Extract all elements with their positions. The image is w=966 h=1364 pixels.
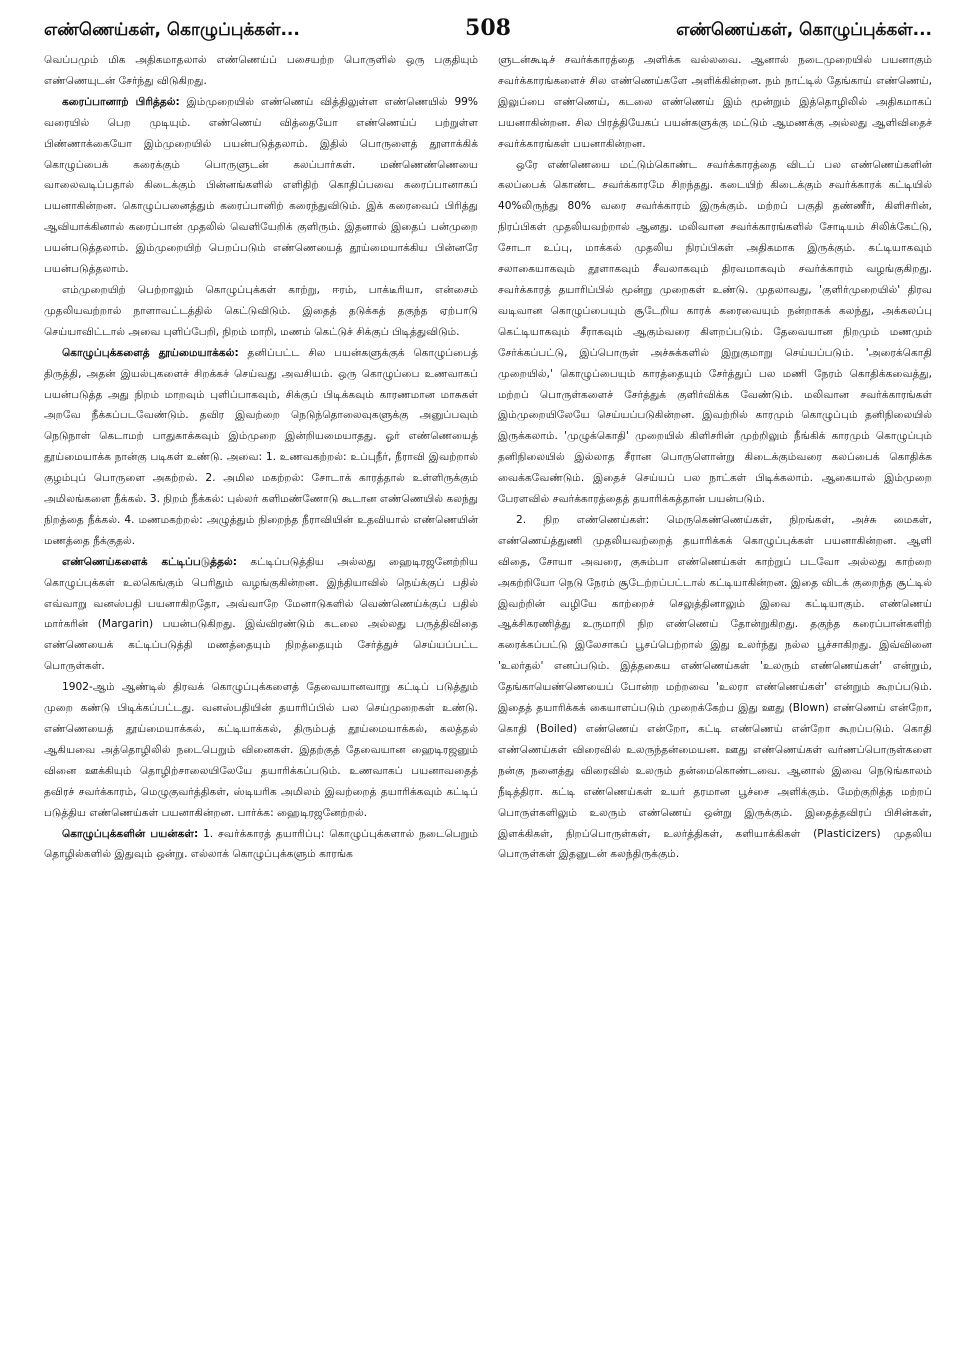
paragraph	[498, 50, 932, 155]
paragraph-text: 2. நிற எண்ணெய்கள்: மெருகெண்ணெய்கள், நிறங்கள், அச்சு மைகள், எண்ணெய்த்துணி முதலியவற்றைத் தயாரிக்கக் கொழுப்புக்கள் பயனாகின்றன. ஆளி விதை, சோயா அவரை, குசும்பா எண்ணெய்கள் காற்றுப் படவோ அல்லது காற்றை அகற்றியோ நெடு நேரம் சூடேற்றப்பட்டால் கட்டியாகின்றன. இதை விடக் குறைந்த சூட்டில் இவற்றின் வழியே காற்றைச் செலுத்தினாலும் இவை கட்டியாகும். எண்ணெய் ஆக்சிகரணித்து உருமாறி நிற எண்ணெய் தோன்றுகிறது. தகுந்த கரைப்பான்களிற் கரைக்கப்பட்டு இலேசாகப் பூசப்பெற்றால் இது உலர்ந்து நல்ல பூச்சாகிறது. இவ்வினை 'உலர்தல்' எனப்படும். இத்தகைய எண்ணெய்கள் 'உலரும் எண்ணெய்கள்' என்றும், தேங்காயெண்ணெயைப் போன்ற மற்றவை 'உலரா எண்ணெய்கள்' என்றும் கூறப்படும். இதைத் தயாரிக்கக் கையாளப்படும் முறைக்கேற்ப இது ஊது (Blown) எண்ணெய் என்றோ, கொதி (Boiled) எண்ணெய் என்றோ, கட்டி எண்ணெய் என்றோ கூறப்படும். கொதி எண்ணெய்கள் விரைவில் உலருந்தன்மையன. ஊது எண்ணெய்கள் வர்ணப்பொருள்களை நன்கு நனைத்து விரைவில் உலரும் தன்மைகொண்டவை. ஆனால் இவை நெடுங்காலம் நீடித்திரா. கட்டி எண்ணெய்கள் உயர் தரமான பூச்சை அளிக்கும். மேற்குறித்த மற்றப் பொருள்களிலும் உலரும் எண்ணெய் ஒன்று இருக்கும். இதைத்தவிரப் பிசின்கள், இளக்கிகள், நிறப்பொருள்கள், உலர்த்திகள், களியாக்கிகள் (Plasticizers) முதலிய பொருள்கள் இதனுடன் கலந்திருக்கும்.	[498, 513, 932, 861]
paragraph-text: இம்முறையில் எண்ணெய் வித்திலுள்ள எண்ணெயில் 99% வரையில் பெற முடியும். எண்ணெய் வித்தையோ எண்ணெய்ப் பற்றுள்ள பிண்ணாக்கையோ இம்முறையில் பயன்படுத்தலாம். இதில் பொருளைத் தூளாக்கிக் கொழுப்பைக் கரைக்கும் பொருளுடன் கலப்பார்கள். மண்ணெண்ணெயை வாலைவடிப்பதால் கிடைக்கும் பின்னங்களில் எளிதிற் கொதிப்பவை கரைப்பானாகப் பயனாகின்றன. கொழுப்பனைத்தும் கரைப்பானிற் கரைந்துவிடும். இக் கரைவைப் பிரித்து ஆவியாக்கினால் கரைப்பான் முதலில் வெளியேறிக் குளிரும். இதனால் இதைப் பன்முறை பயன்படுத்தலாம். இம்முறையிற் பெறப்படும் எண்ணெயைத் தூய்மையாக்கிய பின்னரே பயன்படுத்தலாம்.	[44, 95, 478, 276]
paragraph	[44, 92, 478, 280]
paragraph	[44, 50, 478, 92]
paragraph-text: 1. சவர்க்காரத் தயாரிப்பு: கொழுப்புக்களால் நடைபெறும் தொழில்களில் இதுவும் ஒன்று. எல்லாக் கொழுப்புக்களும் காரங்க	[44, 827, 478, 861]
header-right-title: எண்ணெய்கள், கொழுப்புக்கள்...	[676, 20, 932, 40]
paragraph	[44, 552, 478, 677]
header-left-title: எண்ணெய்கள், கொழுப்புக்கள்...	[44, 20, 300, 40]
paragraph-text: ஒரே எண்ணெயை மட்டும்கொண்ட சவர்க்காரத்தை விடப் பல எண்ணெய்களின் கலப்பைக் கொண்ட சவர்க்காரமே சிறந்தது. கடையிற் கிடைக்கும் சவர்க்காரக் கட்டியில் 40%லிருந்து 80% வரை சவர்க்காரம் இருக்கும். மற்றப் பகுதி தண்ணீர், கிளிசரின், நிரப்பிகள் முதலியவற்றால் ஆனது. மலிவான சவர்க்காரங்களில் சோடியம் சிலிக்கேட்டு, சோடா உப்பு, மாக்கல் முதலிய நிரப்பிகள் அதிகமாக இருக்கும். கட்டியாகவும் சலாகையாகவும் தூளாகவும் சீவலாகவும் திரவமாகவும் சவர்க்காரம் வழங்குகிறது. சவர்க்காரத் தயாரிப்பில் மூன்று முறைகள் உண்டு. முதலாவது, 'குளிர்முறையில்' திரவ வடிவான கொழுப்பையும் சூடேறிய காரக் கரைவையும் நன்றாகக் கலந்து, அக்கலப்பு கெட்டியாகவும் சீராகவும் ஆகும்வரை கிளறப்படும். தேவையான நிறமும் மணமும் சேர்க்கப்பட்டு, இப்பொருள் அச்சுக்களில் இறுகுமாறு செய்யப்படும். 'அரைக்கொதி முறையில்,' கொழுப்பையும் காரத்தையும் சேர்த்துப் பல மணி நேரம் கொதிக்கவைத்து, மற்றப் பொருள்களைச் சேர்த்துக் குளிர்விக்க வேண்டும். மலிவான சவர்க்காரங்கள் இம்முறையிலேயே செய்யப்படுகின்றன. இவற்றில் காரமும் கொழுப்பும் தனிநிலையில் இருக்கலாம். 'முழுக்கொதி' முறையில் கிளிசரின் முற்றிலும் நீங்கிக் காரமும் கொழுப்பும் தனிநிலையில் இல்லாத சீரான பொருளொன்று கிடைக்கும்வரை கலப்பைக் கொதிக்க வைக்கவேண்டும். இதைச் செய்யப் பல நாட்கள் பிடிக்கலாம். ஆகையால் இம்முறை பேரளவில் சவர்க்காரத்தைத் தயாரிக்கத்தான் பயன்படும்.	[498, 158, 933, 506]
paragraph-lead: எண்ணெய்களைக் கட்டிப்படுத்தல்:	[62, 555, 238, 568]
paragraph	[44, 280, 478, 343]
paragraph-lead: கொழுப்புக்களின் பயன்கள்:	[62, 827, 199, 840]
paragraph-lead: கரைப்பானாற் பிரித்தல்:	[62, 95, 180, 108]
paragraph	[498, 155, 932, 510]
paragraph-text: தனிப்பட்ட சில பயன்களுக்குக் கொழுப்பைத் திருத்தி, அதன் இயல்புகளைச் சிறக்கச் செய்வது அவசியம். ஒரு கொழுப்பை உணவாகப் பயன்படுத்த அது நிறம் மாறவும் புளிப்பாகவும், சிக்குப் பிடிக்கவும் காரணமான மாசுகள் அறவே நீக்கப்படவேண்டும். தவிர இவற்றை நெடுந்தொலைவுகளுக்கு அனுப்பவும் நெடுநாள் கெடாமற் பாதுகாக்கவும் இம்முறை இன்றியமையாதது. ஓர் எண்ணெயைத் தூய்மையாக்க நான்கு படிகள் உண்டு. அவை: 1. உணவகற்றல்: உப்புநீர், நீராவி இவற்றால் குழம்புப் பொருளை அகற்றல். 2. அமில மகற்றல்: சோடாக் காரத்தால் உள்ளிருக்கும் அமிலங்களை நீக்கல். 3. நிறம் நீக்கல்: புல்லர் களிமண்ணோடு கூடான எண்ணெயில் கலந்து நிறத்தை நீக்கல். 4. மணமகற்றல்: அழுத்தும் நிறைந்த நீராவியின் உதவியால் எண்ணெயின் மணத்தை நீக்குதல்.	[44, 346, 478, 547]
left-column	[44, 50, 478, 865]
paragraph	[44, 677, 478, 823]
two-column-body	[44, 50, 932, 865]
running-header	[44, 14, 932, 50]
paragraph-text: வெப்பமும் மிக அதிகமாதலால் எண்ணெய்ப் பசையற்ற பொருளில் ஒரு பகுதியும் எண்ணெயுடன் சேர்ந்து விடுகிறது.	[44, 54, 478, 87]
page-number: 508	[465, 15, 511, 41]
paragraph-text: கட்டிப்படுத்திய அல்லது ஹைடிரஜனேற்றிய கொழுப்புக்கள் உலகெங்கும் பெரிதும் வழங்குகின்றன. இந்தியாவில் நெய்க்குப் பதில் எவ்வாறு வனஸ்பதி பயனாகிறதோ, அவ்வாறே மேனாடுகளில் வெண்ணெய்க்குப் பதில் மார்கரின் (Margarin) பயன்படுகிறது. இவ்விரண்டும் கடலை அல்லது பருத்திவிதை எண்ணெயைக் கட்டிப்படுத்தி மணத்தையும் நிறத்தையும் சேர்த்துச் செய்யப்பட்ட பொருள்கள்.	[44, 555, 479, 673]
paragraph-lead: கொழுப்புக்களைத் தூய்மையாக்கல்:	[62, 346, 239, 359]
paragraph	[44, 343, 478, 552]
paragraph	[498, 510, 932, 865]
right-column	[498, 50, 932, 865]
paragraph-text: 1902-ஆம் ஆண்டில் திரவக் கொழுப்புக்களைத் தேவையானவாறு கட்டிப் படுத்தும் முறை கண்டு பிடிக்கப்பட்டது. வனஸ்பதியின் தயாரிப்பில் பல செய்முறைகள் உண்டு. எண்ணெயைத் தூய்மையாக்கல், கட்டியாக்கல், திரும்பத் தூய்மையாக்கல், கலத்தல் ஆகியவை அத்தொழிலில் நடைபெறும் வினைகள். இதற்குத் தேவையான ஹைடிரஜனும் வினை ஊக்கியும் தொழிற்சாலையிலேயே தயாரிக்கப்படும். உணவாகப் பயனாவதைத் தவிரச் சவர்க்காரம், மெழுகுவர்த்திகள், ஸ்டியரிக அமிலம் இவற்றைத் தயாரிக்கவும் கட்டிப் படுத்திய எண்ணெய்கள் பயனாகின்றன. பார்க்க: ஹைடிரஜனேற்றல்.	[44, 681, 478, 819]
paragraph-text: எம்முறையிற் பெற்றாலும் கொழுப்புக்கள் காற்று, ஈரம், பாக்டீரியா, என்சைம் முதலியவற்றால் நாளாவட்டத்தில் கெட்டுவிடும். இதைத் தடுக்கத் தகுந்த ஏற்பாடு செய்யாவிட்டால் அவை புளிப்பேறி, நிறம் மாறி, மணம் கெட்டுச் சிக்குப் பிடித்துவிடும்.	[44, 283, 478, 338]
paragraph	[44, 824, 478, 866]
paragraph-text: ளுடன்கூடிச் சவர்க்காரத்தை அளிக்க வல்லவை. ஆனால் நடைமுறையில் பயனாகும் சவர்க்காரங்களைச் சில எண்ணெய்களே அளிக்கின்றன. நம் நாட்டில் தேங்காய் எண்ணெய், இலுப்பை எண்ணெய், கடலை எண்ணெய் இம் மூன்றும் இத்தொழிலில் அதிகமாகப் பயனாகின்றன. சில பிரத்தியேகப் பயன்களுக்கு மட்டும் ஆமணக்கு அல்லது ஆளிவிதைச் சவர்க்காரங்கள் பயனாகின்றன.	[498, 54, 932, 150]
